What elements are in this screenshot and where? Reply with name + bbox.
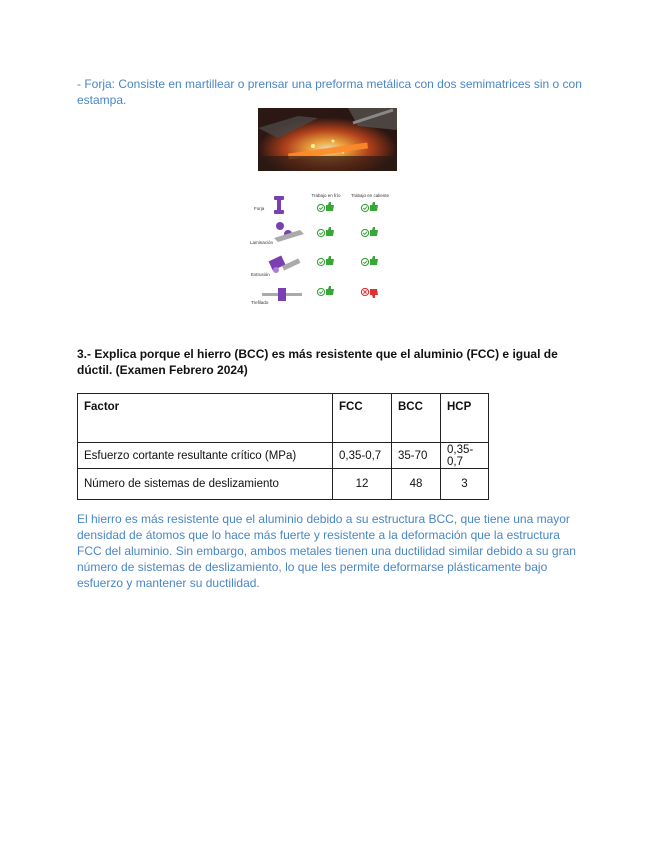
trefilado-cold-ok-icon <box>317 286 334 296</box>
processes-diagram <box>248 190 408 308</box>
trefilado-hot-no-icon <box>361 288 378 298</box>
forja-description: - Forja: Consiste en martillear o prensar una preforma metálica con dos semimatrices sin o con estampa. <box>77 77 582 107</box>
answer-paragraph: El hierro es más resistente que el aluminio debido a su estructura BCC, que tiene una mayor densidad de átomos que lo hace más fuerte y resistente a la deformación que la estructura FCC del aluminio. Sin embargo, ambos metales tienen una ductilidad similar debido a su gran número de sistemas de deslizamiento, lo que les permite deformarse plásticamente bajo esfuerzo y mantener su ductilidad. <box>77 512 576 590</box>
cell-hcp: 3 <box>441 469 489 500</box>
row-label-laminacion: Laminación <box>250 240 274 245</box>
cell-fcc: 0,35-0,7 <box>333 443 392 469</box>
col-hot-label: Trabajo en caliente <box>350 193 390 198</box>
forja-part-icon <box>274 196 284 214</box>
table-row <box>78 469 489 500</box>
laminacion-hot-ok-icon <box>361 227 378 237</box>
table-header-row <box>78 394 489 443</box>
forging-photo <box>258 108 397 171</box>
cell-hcp: 0,35-0,7 <box>441 443 489 469</box>
cell-fcc: 12 <box>333 469 392 500</box>
row-label-forja: Forja <box>254 206 265 211</box>
laminacion-cold-ok-icon <box>317 227 334 237</box>
extrusion-hot-ok-icon <box>361 256 378 266</box>
cell-factor: Esfuerzo cortante resultante crítico (MPa) <box>78 443 333 469</box>
extrusion-cold-ok-icon <box>317 256 334 266</box>
row-label-extrusion: Extrusión <box>251 272 270 277</box>
extrusion-part-icon <box>269 256 301 273</box>
cell-bcc: 48 <box>392 469 441 500</box>
table-row <box>78 443 489 469</box>
properties-table <box>77 393 489 500</box>
row-label-trefilado: Trefilado <box>251 300 269 305</box>
laminacion-part-icon <box>274 222 304 242</box>
header-fcc: FCC <box>333 394 392 443</box>
cell-bcc: 35-70 <box>392 443 441 469</box>
header-hcp: HCP <box>441 394 489 443</box>
header-factor: Factor <box>78 394 333 443</box>
col-cold-label: Trabajo en frío <box>311 193 341 198</box>
forja-cold-ok-icon <box>317 202 334 212</box>
cell-factor: Número de sistemas de deslizamiento <box>78 469 333 500</box>
header-bcc: BCC <box>392 394 441 443</box>
question-heading: 3.- Explica porque el hierro (BCC) es más resistente que el aluminio (FCC) e igual de dúctil. (Examen Febrero 2024) <box>77 347 558 377</box>
forja-hot-ok-icon <box>361 202 378 212</box>
